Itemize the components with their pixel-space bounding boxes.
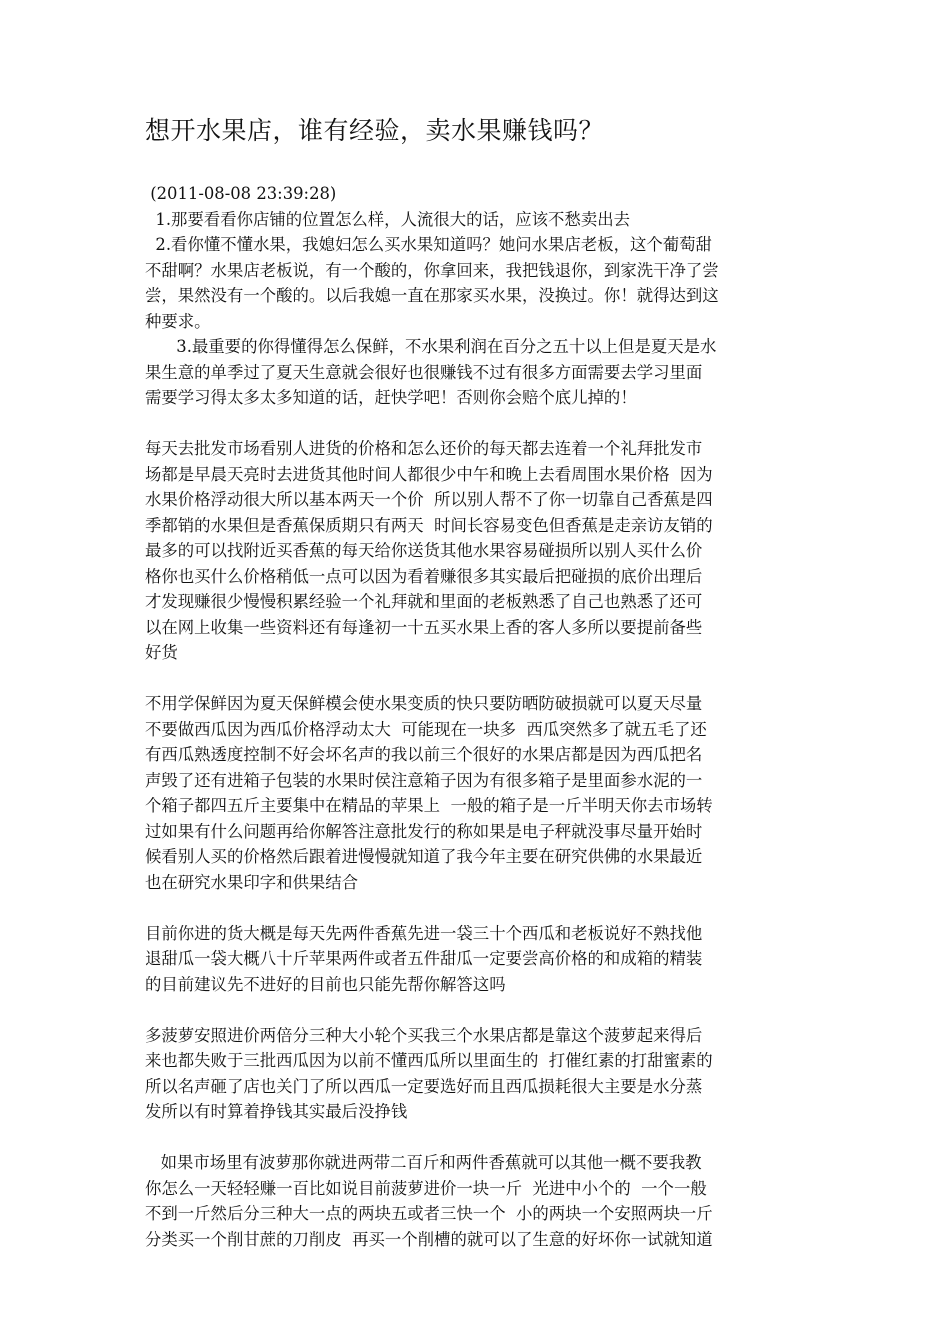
text-line: 声毁了还有进箱子包装的水果时侯注意箱子因为有很多箱子是里面参水泥的一: [145, 770, 703, 790]
text-line: 如果市场里有波萝那你就进两带二百斤和两件香蕉就可以其他一概不要我教: [145, 1153, 702, 1172]
text-line: 不甜啊？水果店老板说，有一个酸的，你拿回来，我把钱退你，到家洗干净了尝: [145, 260, 719, 280]
text-line: 个箱子都四五斤主要集中在精品的苹果上 一般的箱子是一斤半明天你去市场转: [145, 796, 713, 815]
text-line: 退甜瓜一袋大概八十斤苹果两件或者五件甜瓜一定要尝高价格的和成箱的精装: [145, 949, 703, 968]
text-line: 分类买一个削甘蔗的刀削皮 再买一个削槽的就可以了生意的好坏你一试就知道: [145, 1229, 713, 1249]
text-line: 水果价格浮动很大所以基本两天一个价 所以别人帮不了你一切靠自己香蕉是四: [145, 490, 713, 509]
text-line: 有西瓜熟透度控制不好会坏名声的我以前三个很好的水果店都是因为西瓜把名: [145, 745, 703, 764]
text-line: 不到一斤然后分三种大一点的两块五或者三快一个 小的两块一个安照两块一斤: [145, 1204, 713, 1223]
text-line: 果生意的单季过了夏天生意就会很好也很赚钱不过有很多方面需要去学习里面: [145, 362, 703, 382]
text-line: 不要做西瓜因为西瓜价格浮动太大 可能现在一块多 西瓜突然多了就五毛了还: [145, 719, 707, 739]
text-line: 格你也买什么价格稍低一点可以因为看着赚很多其实最后把碰损的底价出理后: [145, 566, 703, 586]
text-line: 来也都失败于三批西瓜因为以前不懂西瓜所以里面生的 打催红素的打甜蜜素的: [145, 1051, 713, 1070]
paragraph: [145, 921, 815, 998]
text-line: 季都销的水果但是香蕉保质期只有两天 时间长容易变色但香蕉是走亲访友销的: [145, 515, 713, 535]
text-line: 不用学保鲜因为夏天保鲜模会使水果变质的快只要防晒防破损就可以夏天尽量: [145, 694, 703, 713]
paragraph-gap: [145, 895, 815, 921]
timestamp: (2011-08-08 23:39:28): [145, 184, 337, 203]
text-line: 你怎么一天轻轻赚一百比如说目前菠萝进价一块一斤 光进中小个的 一个一般: [145, 1178, 707, 1198]
text-line: 1.那要看看你店铺的位置怎么样，人流很大的话，应该不愁卖出去: [145, 209, 630, 229]
text-line: 2.看你懂不懂水果，我媳妇怎么买水果知道吗？她问水果店老板，这个葡萄甜: [145, 235, 712, 254]
text-line: 尝，果然没有一个酸的。以后我媳一直在那家买水果，没换过。你！就得达到这: [145, 286, 719, 305]
text-line: 所以名声砸了店也关门了所以西瓜一定要选好而且西瓜损耗很大主要是水分蒸: [145, 1076, 703, 1096]
text-line: 以在网上收集一些资料还有每逢初一十五买水果上香的客人多所以要提前备些: [145, 617, 703, 637]
text-line: 每天去批发市场看别人进货的价格和怎么还价的每天都去连着一个礼拜批发市: [145, 439, 703, 458]
text-line: 才发现赚很少慢慢积累经验一个礼拜就和里面的老板熟悉了自己也熟悉了还可: [145, 592, 703, 611]
text-line: 需要学习得太多太多知道的话，赶快学吧！否则你会赔个底儿掉的！: [145, 388, 637, 407]
text-line: 的目前建议先不进好的目前也只能先帮你解答这吗: [145, 974, 506, 994]
text-line: 场都是早晨天亮时去进货其他时间人都很少中午和晚上去看周围水果价格 因为: [145, 464, 713, 484]
document-title: 想开水果店，谁有经验，卖水果赚钱吗？: [145, 116, 605, 145]
paragraph: [145, 691, 815, 895]
text-line: 也在研究水果印字和供果结合: [145, 872, 359, 892]
text-line: 好货: [145, 643, 178, 662]
paragraph-gap: [145, 666, 815, 692]
text-line: 3.最重要的你得懂得怎么保鲜，不水果利润在百分之五十以上但是夏天是水: [145, 337, 717, 356]
paragraph: [145, 436, 815, 666]
text-line: 目前你进的货大概是每天先两件香蕉先进一袋三十个西瓜和老板说好不熟找他: [145, 923, 703, 943]
text-line: 候看别人买的价格然后跟着进慢慢就知道了我今年主要在研究供佛的水果最近: [145, 847, 703, 866]
paragraph-gap: [145, 1125, 815, 1151]
paragraph-gap: [145, 997, 815, 1023]
paragraph: [145, 1023, 815, 1125]
text-line: 多菠萝安照进价两倍分三种大小轮个买我三个水果店都是靠这个菠萝起来得后: [145, 1025, 703, 1045]
paragraph-list: [145, 207, 815, 1253]
text-line: 过如果有什么问题再给你解答注意批发行的称如果是电子秤就没事尽量开始时: [145, 821, 703, 841]
paragraph: [145, 207, 815, 411]
paragraph: [145, 1150, 815, 1252]
text-line: 发所以有时算着挣钱其实最后没挣钱: [145, 1102, 408, 1121]
paragraph-gap: [145, 411, 815, 437]
text-line: 种要求。: [145, 311, 211, 331]
text-line: 最多的可以找附近买香蕉的每天给你送货其他水果容易碰损所以别人买什么价: [145, 541, 703, 560]
document-body: [145, 181, 815, 1252]
